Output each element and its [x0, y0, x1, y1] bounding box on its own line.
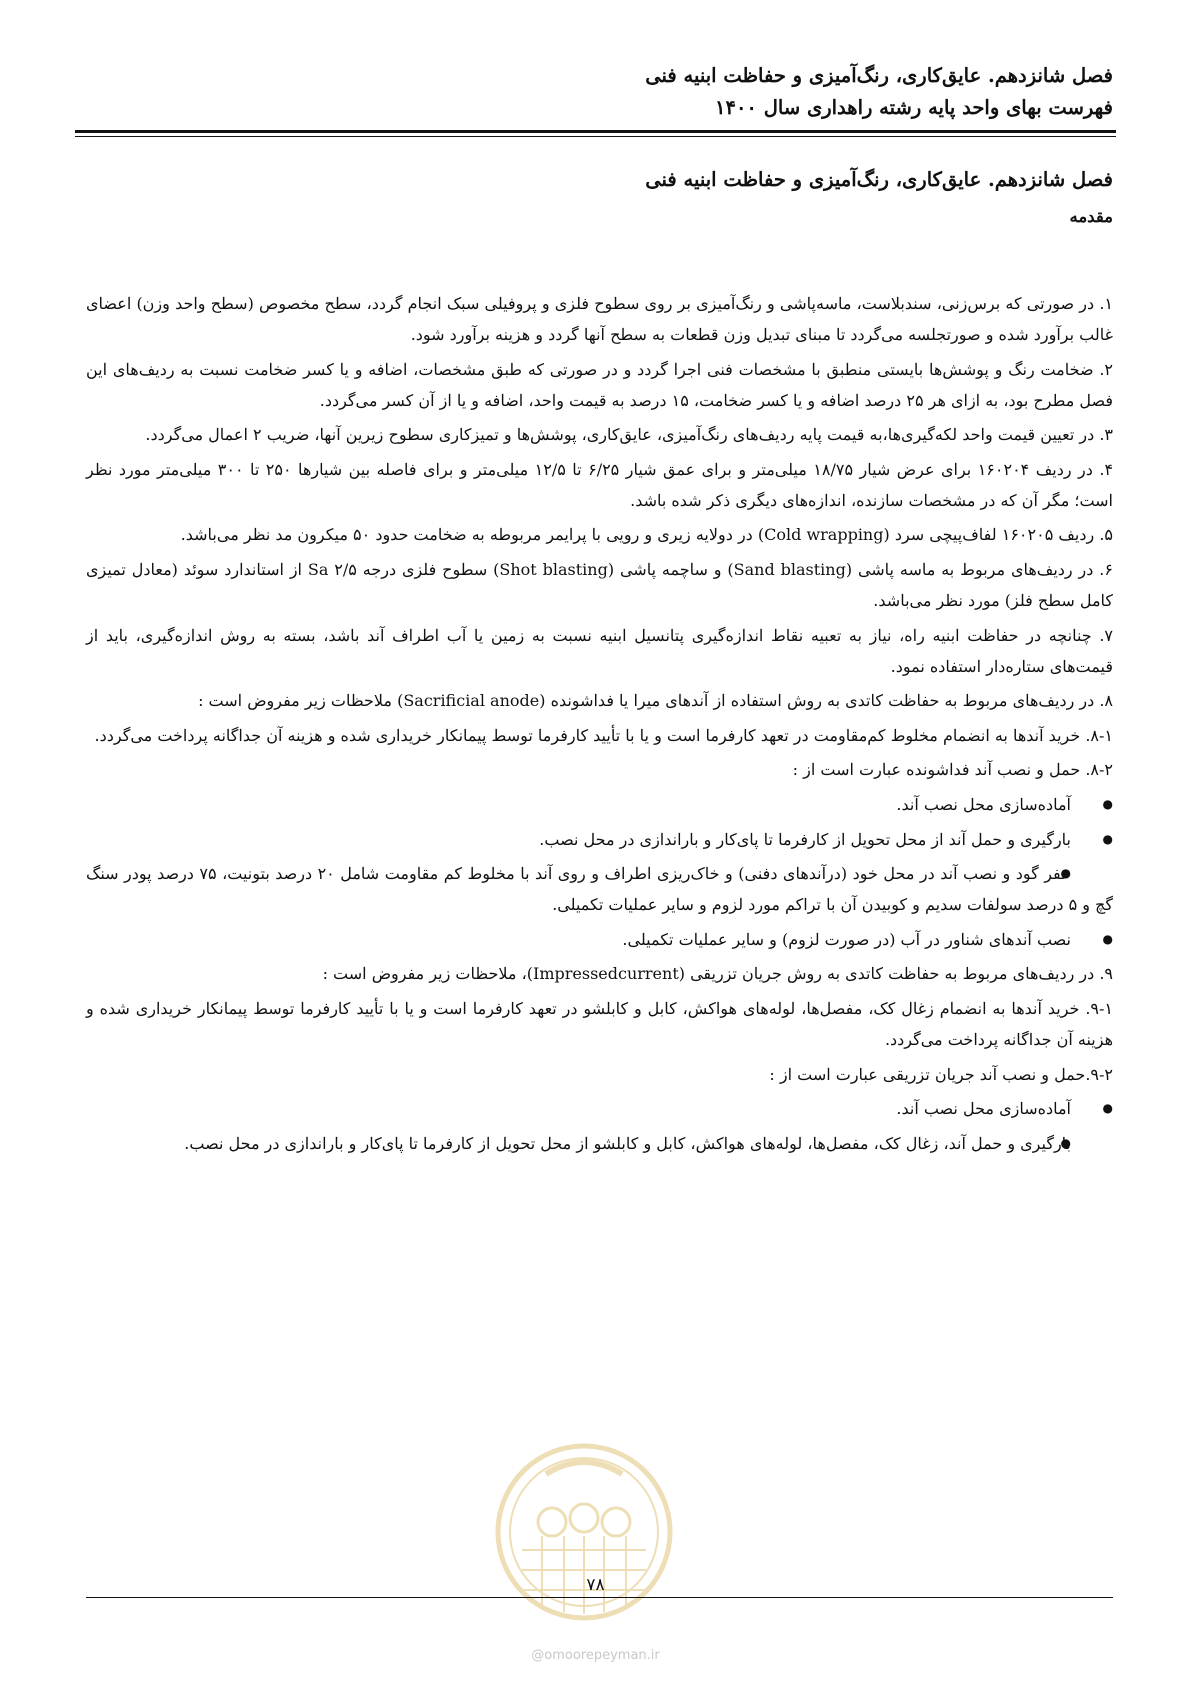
paragraph-3: ۳. در تعیین قیمت واحد لکه‌گیری‌ها،به قیمت پایه ردیف‌های رنگ‌آمیزی، عایق‌کاری، پوشش‌ها و تمیزکاری سطوح زیرین آنها، ضریب ۲ اعمال می‌گردد.	[145, 425, 1113, 445]
header-rule-thin	[75, 136, 1116, 137]
paragraph-2: ۲. ضخامت رنگ و پوشش‌ها بایستی منطبق با مشخصات فنی اجرا گردد و در صورتی که طبق مشخصات، اضافه و یا کسر ضخامت نسبت به ردیف‌های این فصل مطرح بود، به ازای هر ۲۵ درصد اضافه و یا کسر ضخامت، ۱۵ درصد به قیمت واحد، اضافه و یا از آن کسر می‌گردد.	[86, 359, 1113, 410]
footer-rule	[86, 1597, 1113, 1598]
paragraph-8: ۸. در ردیف‌های مربوط به حفاظت کاتدی به روش استفاده از آندهای میرا یا فداشونده (Sacrificial anode) ملاحظات زیر مفروض است :	[198, 691, 1113, 711]
paragraph-7: ۷. چنانچه در حفاظت ابنیه راه، نیاز به تعبیه نقاط اندازه‌گیری پتانسیل ابنیه نسبت به زمین یا آب اطراف آند باشد، بسته به روش اندازه‌گیری، باید از قیمت‌های ستاره‌دار استفاده نمود.	[86, 625, 1113, 676]
section-title: مقدمه	[1069, 207, 1113, 226]
bullet-8-floating: ● نصب آندهای شناور در آب (در صورت لزوم) و سایر عملیات تکمیلی.	[86, 924, 1113, 955]
bullet-8-excavation: ● حفر گود و نصب آند در محل خود (درآندهای دفنی) و خاک‌ریزی اطراف و روی آند با مخلوط کم مقاومت شامل ۲۰ درصد بتونیت، ۷۵ درصد پودر سنگ گچ و ۵ درصد سولفات سدیم و کوبیدن آن با تراکم مورد لزوم و سایر عملیات تکمیلی.	[86, 858, 1113, 920]
document-body	[86, 288, 1113, 1162]
paragraph-9: ۹. در ردیف‌های مربوط به حفاظت کاتدی به روش جریان تزریقی (Impressedcurrent)، ملاحظات زیر مفروض است :	[322, 964, 1113, 984]
bullet-8-prep: ● آماده‌سازی محل نصب آند.	[86, 789, 1113, 820]
running-header-price-list: فهرست بهای واحد پایه رشته راهداری سال ۱۴۰۰	[715, 96, 1113, 119]
running-header-chapter: فصل شانزدهم. عایق‌کاری، رنگ‌آمیزی و حفاظت ابنیه فنی	[645, 64, 1113, 87]
bullet-9-prep: ● آماده‌سازی محل نصب آند.	[86, 1093, 1113, 1124]
bullet-9-transport: ● بارگیری و حمل آند، زغال کک، مفصل‌ها، لوله‌های هواکش، کابل و کابلشو از محل تحویل از کارفرما تا پای‌کار و باراندازی در محل نصب.	[86, 1128, 1113, 1159]
bullet-8-transport: ● بارگیری و حمل آند از محل تحویل از کارفرما تا پای‌کار و باراندازی در محل نصب.	[86, 824, 1113, 855]
header-rule-thick	[75, 130, 1116, 133]
paragraph-9-2: ۹-۲.حمل و نصب آند جریان تزریقی عبارت است از :	[769, 1064, 1113, 1084]
paragraph-1: ۱. در صورتی که برس‌زنی، سندبلاست، ماسه‌پاشی و رنگ‌آمیزی بر روی سطوح فلزی و پروفیلی سبک انجام گردد، سطح مخصوص (سطح واحد وزن) اعضای غالب برآورد شده و صورتجلسه می‌گردد تا مبنای تبدیل وزن قطعات به سطح آنها گردد و هزینه برآورد شود.	[86, 294, 1114, 344]
paragraph-8-1: ۸-۱. خرید آندها به انضمام مخلوط کم‌مقاومت در تعهد کارفرما است و یا با تأیید کارفرما توسط پیمانکار خریداری شده و هزینه آن جداگانه پرداخت می‌گردد.	[94, 725, 1113, 745]
paragraph-4: ۴. در ردیف ۱۶۰۲۰۴ برای عرض شیار ۱۸/۷۵ میلی‌متر و برای عمق شیار ۶/۲۵ تا ۱۲/۵ میلی‌متر و برای فاصله بین شیارها ۲۵۰ تا ۳۰۰ میلی‌متر مورد نظر است؛ مگر آن که در مشخصات سازنده، اندازه‌های دیگری ذکر شده باشد.	[86, 459, 1114, 510]
paragraph-6: ۶. در ردیف‌های مربوط به ماسه پاشی (Sand blasting) و ساچمه پاشی (Shot blasting) سطوح فلزی درجه Sa ۲/۵ از استاندارد سوئد (معادل تمیزی کامل سطح فلز) مورد نظر می‌باشد.	[86, 559, 1113, 610]
paragraph-8-2: ۸-۲. حمل و نصب آند فداشونده عبارت است از :	[792, 760, 1113, 780]
paragraph-5: ۵. ردیف ۱۶۰۲۰۵ لفاف‌پیچی سرد (Cold wrapping) در دولایه زیری و رویی با پرایمر مربوطه به ضخامت حدود ۵۰ میکرون مد نظر می‌باشد.	[180, 525, 1113, 545]
chapter-title: فصل شانزدهم. عایق‌کاری، رنگ‌آمیزی و حفاظت ابنیه فنی	[645, 168, 1113, 191]
page-number: ۷۸	[586, 1575, 605, 1595]
paragraph-9-1: ۹-۱. خرید آندها به انضمام زغال کک، مفصل‌ها، لوله‌های هواکش، کابل و کابلشو در تعهد کارفرما است و یا با تأیید کارفرما توسط پیمانکار خریداری شده و هزینه آن جداگانه پرداخت می‌گردد.	[86, 998, 1113, 1049]
watermark-url: @omoorepeyman.ir	[531, 1648, 660, 1663]
